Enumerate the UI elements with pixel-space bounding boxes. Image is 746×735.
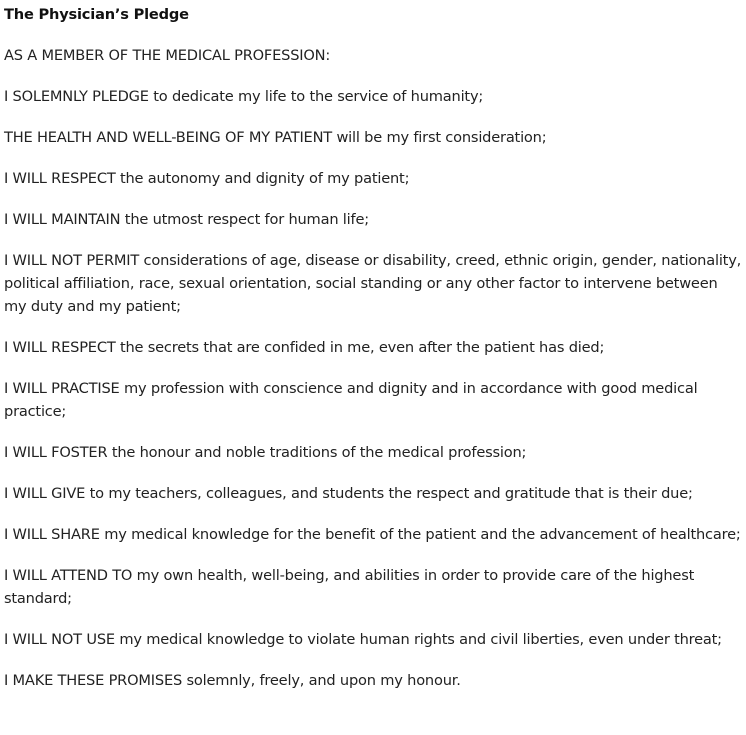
paragraph: I WILL NOT PERMIT considerations of age, disease or disability, creed, ethnic origin, gender, nationality, political affiliation, race, sexual orientation, social standing or any other factor to intervene between my duty and my patient;	[4, 252, 742, 315]
paragraph: I WILL NOT USE my medical knowledge to violate human rights and civil liberties, even under threat;	[4, 631, 722, 648]
paragraph: I WILL GIVE to my teachers, colleagues, and students the respect and gratitude that is their due;	[4, 485, 693, 502]
paragraph: I WILL RESPECT the autonomy and dignity of my patient;	[4, 170, 410, 187]
paragraph: THE HEALTH AND WELL-BEING OF MY PATIENT will be my first consideration;	[4, 129, 547, 146]
paragraph: I WILL FOSTER the honour and noble traditions of the medical profession;	[4, 444, 527, 461]
paragraph: I WILL RESPECT the secrets that are confided in me, even after the patient has died;	[4, 339, 605, 356]
paragraph: I WILL SHARE my medical knowledge for the benefit of the patient and the advancement of healthcare;	[4, 526, 741, 543]
paragraph: I SOLEMNLY PLEDGE to dedicate my life to the service of humanity;	[4, 88, 484, 105]
paragraph: I MAKE THESE PROMISES solemnly, freely, and upon my honour.	[4, 672, 461, 689]
paragraph: I WILL ATTEND TO my own health, well-being, and abilities in order to provide care of the highest standard;	[4, 567, 695, 607]
paragraph: AS A MEMBER OF THE MEDICAL PROFESSION:	[4, 47, 331, 64]
document-title: The Physician’s Pledge	[4, 6, 189, 23]
pledge-document	[4, 3, 742, 692]
paragraph: I WILL MAINTAIN the utmost respect for human life;	[4, 211, 369, 228]
paragraph: I WILL PRACTISE my profession with conscience and dignity and in accordance with good medical practice;	[4, 380, 698, 420]
